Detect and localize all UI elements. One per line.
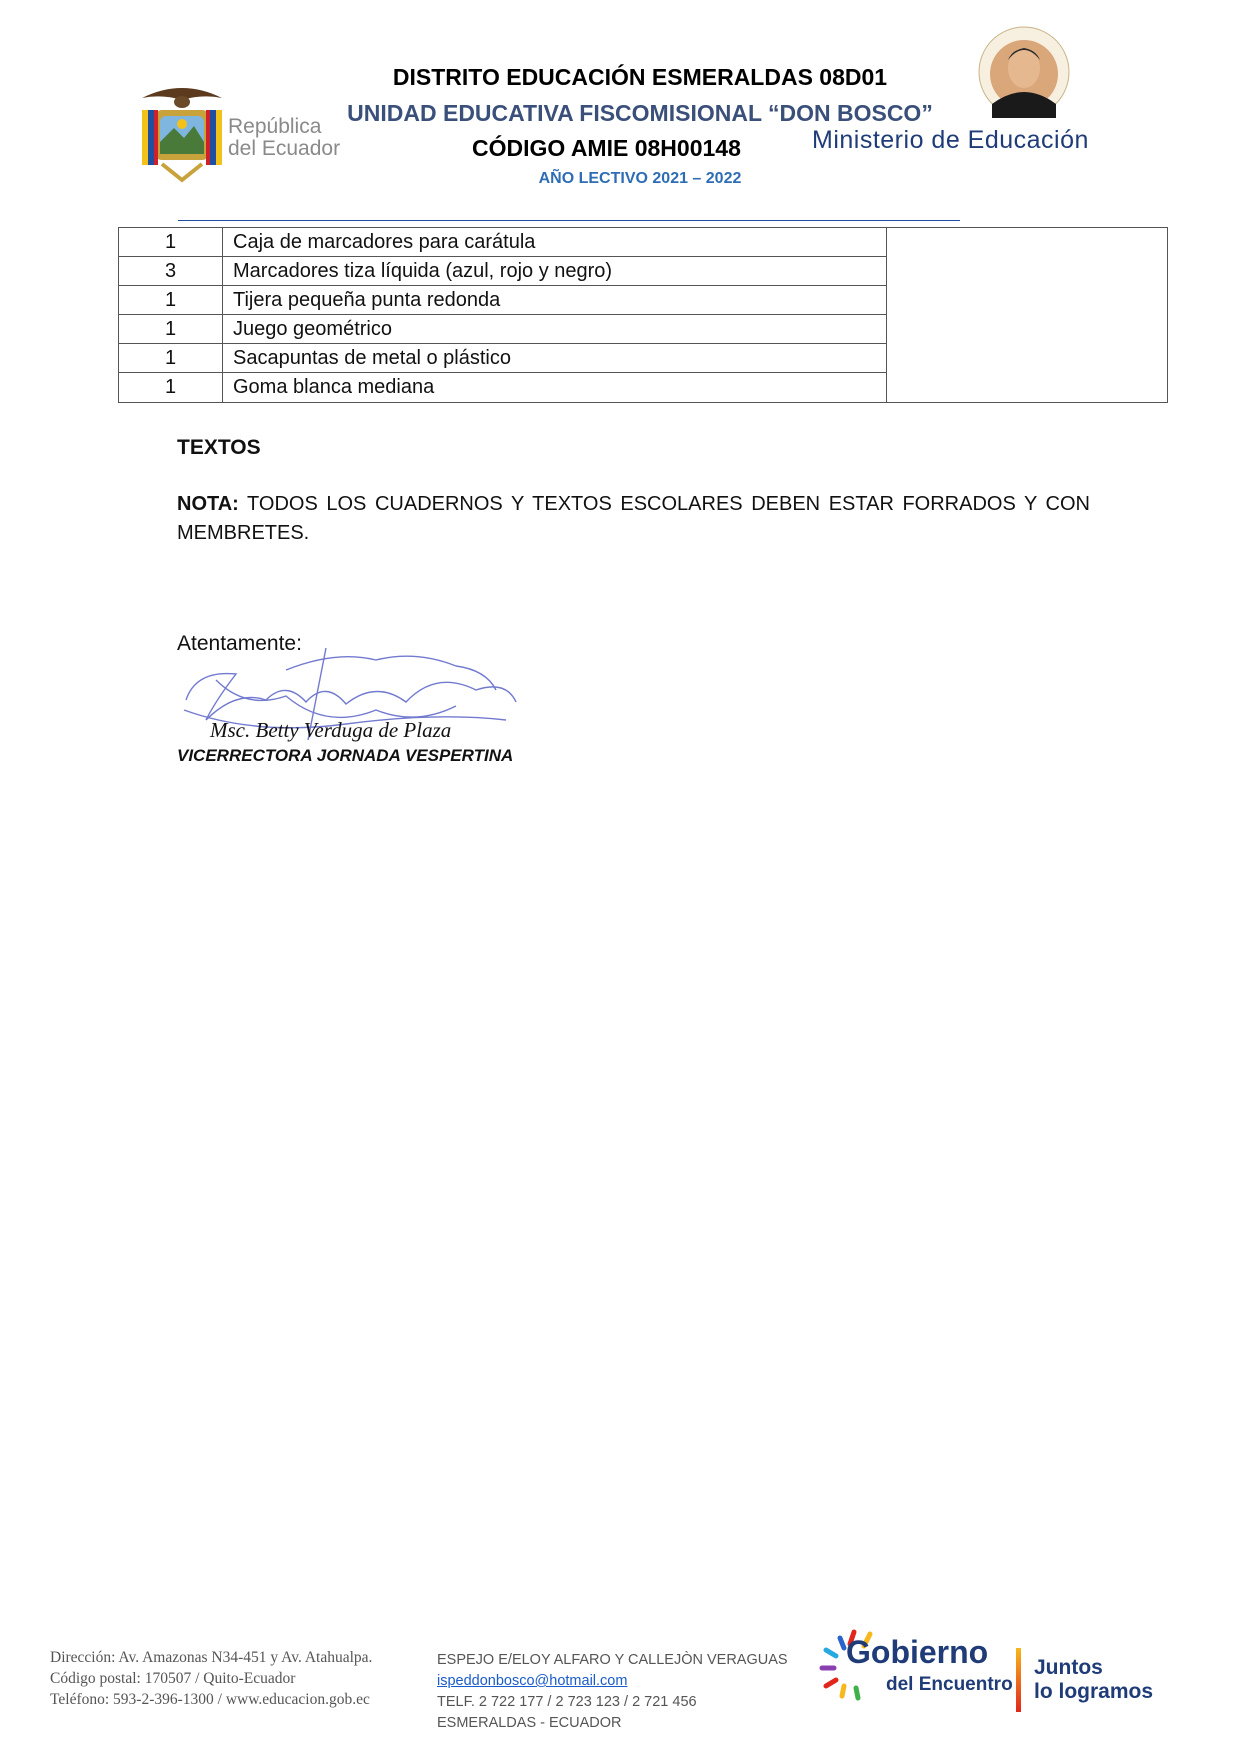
brand-divider bbox=[1016, 1648, 1021, 1712]
distrito-title: DISTRITO EDUCACIÓN ESMERALDAS 08D01 bbox=[392, 64, 888, 90]
table-row bbox=[119, 286, 886, 315]
row-item: Caja de marcadores para carátula bbox=[233, 231, 536, 253]
table-divider bbox=[886, 228, 887, 402]
table-row bbox=[119, 344, 886, 373]
textos-heading: TEXTOS bbox=[177, 436, 261, 459]
row-item: Juego geométrico bbox=[233, 318, 392, 340]
don-bosco-portrait-seal bbox=[978, 26, 1070, 118]
table-row bbox=[119, 315, 886, 344]
row-quantity: 1 bbox=[164, 289, 177, 311]
postal-line: Código postal: 170507 / Quito-Ecuador bbox=[50, 1670, 296, 1687]
table-row bbox=[119, 373, 886, 402]
row-quantity: 1 bbox=[164, 347, 177, 369]
school-contact-block bbox=[437, 1650, 788, 1734]
juntos-slogan: Juntos lo logramos bbox=[1034, 1656, 1154, 1703]
gobierno-wordmark: Gobierno bbox=[846, 1634, 989, 1670]
closing-text: Atentamente: bbox=[177, 632, 302, 655]
row-item: Sacapuntas de metal o plástico bbox=[233, 347, 511, 369]
supplies-table bbox=[118, 227, 1168, 403]
row-item: Tijera pequeña punta redonda bbox=[233, 289, 501, 311]
row-item: Goma blanca mediana bbox=[233, 376, 435, 398]
school-phone: TELF. 2 722 177 / 2 723 123 / 2 721 456 bbox=[437, 1694, 697, 1710]
school-email-link[interactable]: ispeddonbosco@hotmail.com bbox=[437, 1673, 628, 1689]
anio-lectivo: AÑO LECTIVO 2021 – 2022 bbox=[538, 170, 742, 187]
gobierno-subtitle: del Encuentro bbox=[886, 1674, 1013, 1695]
unidad-title: UNIDAD EDUCATIVA FISCOMISIONAL “DON BOSCO” bbox=[347, 100, 933, 126]
address-line: Dirección: Av. Amazonas N34-451 y Av. Atahualpa. bbox=[50, 1649, 373, 1666]
row-quantity: 1 bbox=[164, 376, 177, 398]
ministry-address-block bbox=[50, 1647, 372, 1710]
row-quantity: 1 bbox=[164, 231, 177, 253]
header-divider bbox=[178, 220, 960, 221]
row-quantity: 1 bbox=[164, 318, 177, 340]
signer-title: VICERRECTORA JORNADA VESPERTINA bbox=[177, 746, 514, 765]
ecuador-coat-of-arms-logo bbox=[132, 80, 232, 190]
nota-paragraph bbox=[177, 490, 1090, 548]
nota-label: NOTA: bbox=[177, 493, 239, 515]
school-address: ESPEJO E/ELOY ALFARO Y CALLEJÒN VERAGUAS bbox=[437, 1652, 788, 1668]
row-quantity: 3 bbox=[164, 260, 177, 282]
codigo-amie: CÓDIGO AMIE 08H00148 bbox=[472, 135, 741, 161]
row-item: Marcadores tiza líquida (azul, rojo y negro) bbox=[233, 260, 613, 282]
phone-web-line: Teléfono: 593-2-396-1300 / www.educacion.gob.ec bbox=[50, 1691, 370, 1708]
republica-ecuador-label: República del Ecuador bbox=[228, 115, 341, 160]
ministerio-educacion-label: Ministerio de Educación bbox=[812, 126, 1089, 154]
school-city: ESMERALDAS - ECUADOR bbox=[437, 1715, 622, 1731]
table-row bbox=[119, 257, 886, 286]
signer-name: Msc. Betty Verduga de Plaza bbox=[210, 718, 452, 742]
nota-text: TODOS LOS CUADERNOS Y TEXTOS ESCOLARES DEBEN ESTAR FORRADOS Y CON MEMBRETES. bbox=[177, 493, 1090, 544]
table-row bbox=[119, 228, 886, 257]
